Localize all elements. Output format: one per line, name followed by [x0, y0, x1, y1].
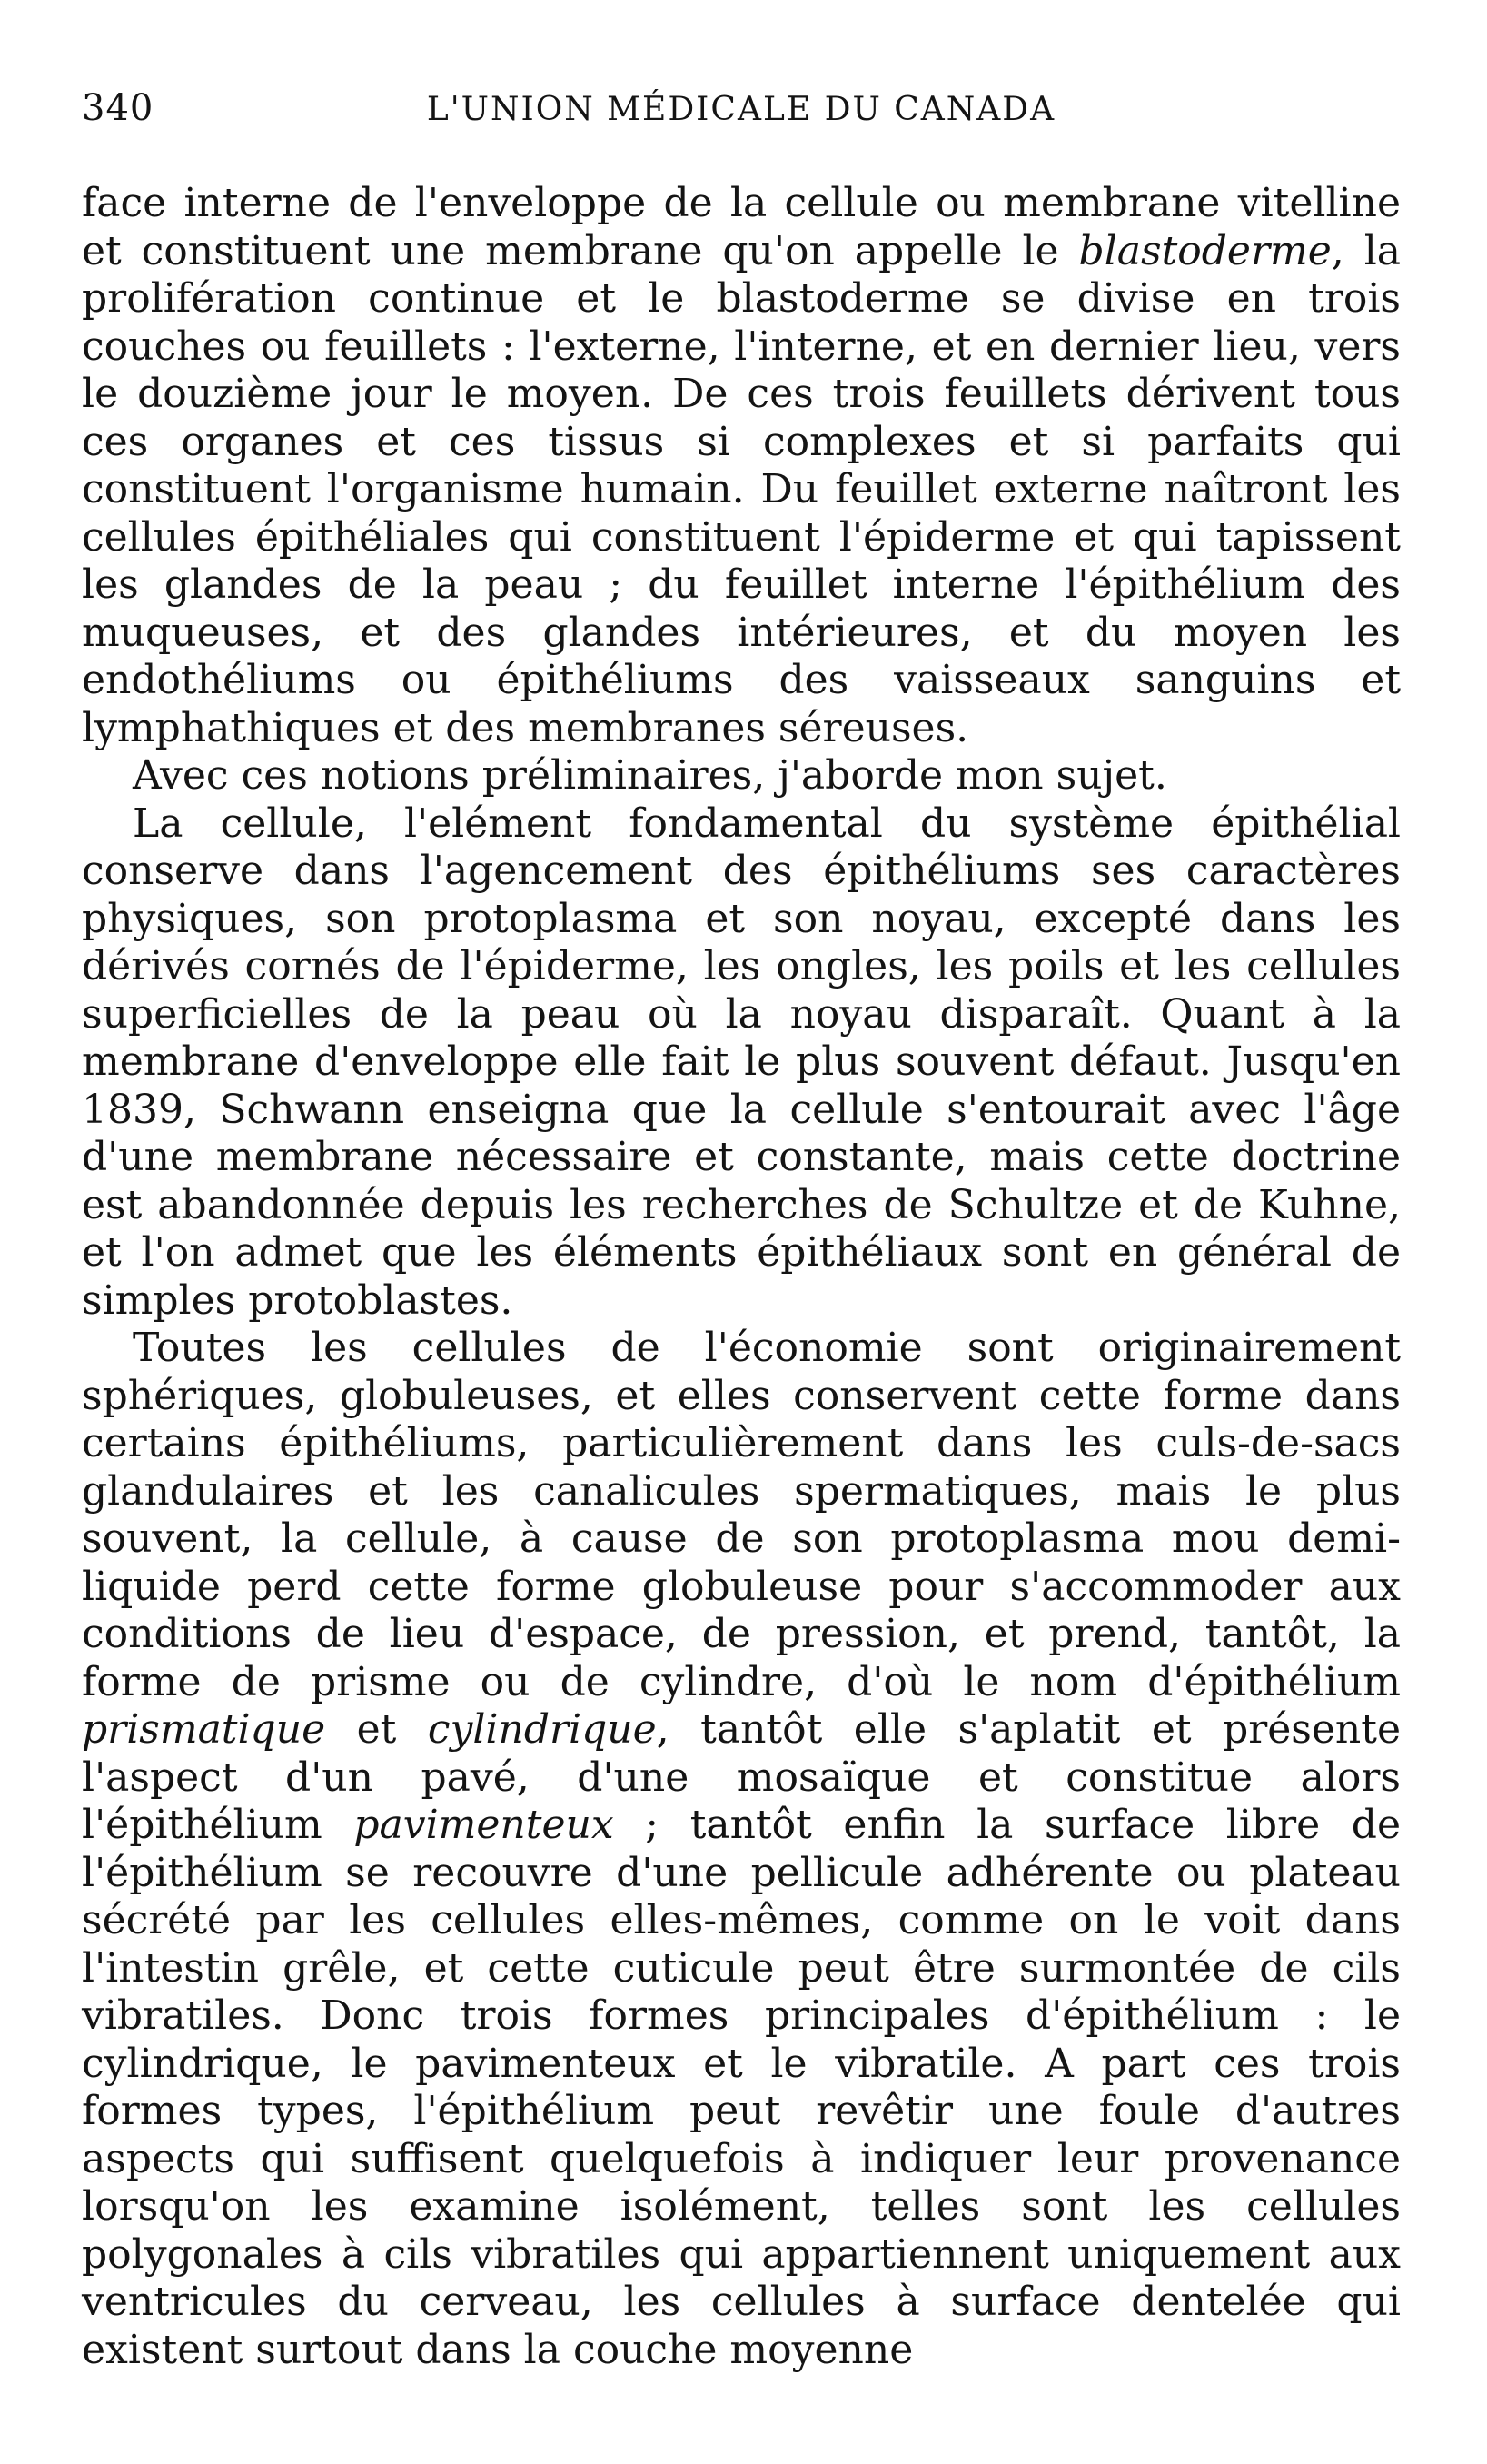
- text-run: , tantôt elle s'aplatit et présente l'aspect d'un pavé, d'une mosaïque et constitue alors l'épithélium: [82, 1706, 1401, 1848]
- document-page: [82, 87, 1401, 2374]
- paragraph-1: [82, 180, 1401, 752]
- running-head: [82, 87, 1401, 142]
- page-number: 340: [82, 87, 154, 129]
- italic-term: cylindrique: [427, 1706, 657, 1753]
- text-run: et: [325, 1706, 428, 1753]
- text-run: , la prolifération continue et le blastoderme se divise en trois couches ou feuillets : l'externe, l'interne, et en dernier lieu, vers le douzième jour le moyen. De ces trois feuillets dérivent tous ces organes et ces tissus si complexes et si parfaits qui constituent l'organisme humain. Du feuillet externe naîtront les cellules épithéliales qui constituent l'épiderme et qui tapissent les glandes de la peau ; du feuillet interne l'épithélium des muqueuses, et des glandes intérieures, et du moyen les endothéliums ou épithéliums des vaisseaux sanguins et lymphathiques et des membranes séreuses.: [82, 227, 1401, 751]
- body-text: [82, 180, 1401, 2374]
- paragraph-4: [82, 1325, 1401, 2374]
- italic-term: prismatique: [82, 1706, 326, 1753]
- paragraph-3: [82, 800, 1401, 1326]
- text-run: ; tantôt enfin la surface libre de l'épithélium se recouvre d'une pellicule adhérente ou plateau sécrété par les cellules elles-mêmes, comme on le voit dans l'intestin grêle, et cette cuticule peut être surmontée de cils vibratiles. Donc trois formes principales d'épithélium : le cylindrique, le pavimenteux et le vibratile. A part ces trois formes types, l'épithélium peut revêtir une foule d'autres aspects qui suffisent quelquefois à indiquer leur provenance lorsqu'on les examine isolément, telles sont les cellules polygonales à cils vibratiles qui appartiennent uniquement aux ventricules du cerveau, les cellules à surface dentelée qui existent surtout dans la couche moyenne: [82, 1802, 1401, 2373]
- text-run: face interne de l'enveloppe de la cellule ou membrane vitelline et constituent une membrane qu'on appelle le: [82, 180, 1401, 274]
- text-run: La cellule, l'elément fondamental du système épithélial conserve dans l'agencement des épithéliums ses caractères physiques, son protoplasma et son noyau, excepté dans les dérivés cornés de l'épiderme, les ongles, les poils et les cellules superficielles de la peau où la noyau disparaît. Quant à la membrane d'enveloppe elle fait le plus souvent défaut. Jusqu'en 1839, Schwann enseigna que la cellule s'entourait avec l'âge d'une membrane nécessaire et constante, mais cette doctrine est abandonnée depuis les recherches de Schultze et de Kuhne, et l'on admet que les éléments épithéliaux sont en général de simples protoblastes.: [82, 800, 1401, 1324]
- journal-title: L'UNION MÉDICALE DU CANADA: [426, 91, 1056, 128]
- text-run: Avec ces notions préliminaires, j'aborde mon sujet.: [133, 752, 1167, 799]
- italic-term: blastoderme: [1078, 227, 1332, 274]
- paragraph-2: [82, 752, 1401, 800]
- text-run: Toutes les cellules de l'économie sont originairement sphériques, globuleuses, et elles conservent cette forme dans certains épithéliums, particulièrement dans les culs-de-sacs glandulaires et les canalicules spermatiques, mais le plus souvent, la cellule, à cause de son protoplasma mou demi-liquide perd cette forme globuleuse pour s'accommoder aux conditions de lieu d'espace, de pression, et prend, tantôt, la forme de prisme ou de cylindre, d'où le nom d'épithélium: [82, 1325, 1401, 1705]
- italic-term: pavimenteux: [353, 1802, 614, 1848]
